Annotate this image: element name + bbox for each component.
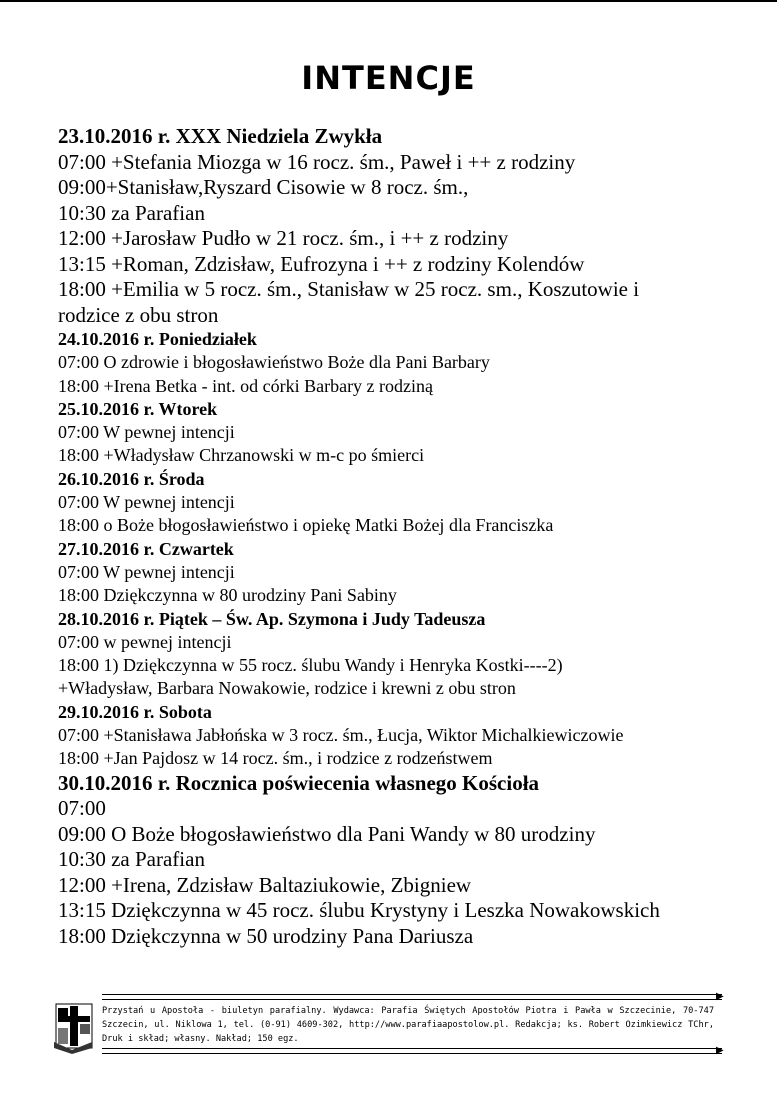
intentions-list xyxy=(58,124,758,949)
intention-line: 18:00 +Władysław Chrzanowski w m-c po śmierci xyxy=(58,445,425,466)
day-block xyxy=(58,328,758,398)
day-block xyxy=(58,398,758,468)
intention-line: 12:00 +Irena, Zdzisław Baltaziukowie, Zbigniew xyxy=(58,872,472,897)
intention-line: 18:00 o Boże błogosławieństwo i opiekę Matki Bożej dla Franciszka xyxy=(58,515,554,536)
day-block xyxy=(58,771,758,950)
footer-text: Przystań u Apostoła - biuletyn parafialny. Wydawca: Parafia Świętych Apostołów Piotra i Pawła w Szczecinie, 70-747 Szczecin, ul. Niklowa 1, tel. (0-91) 4609-302, http://www.parafiaapostolow.pl. Redakcja; ks. Robert Ozimkiewicz TChr, Druk i skład; własny. Nakład; 150 egz. xyxy=(102,1006,714,1044)
intention-line: 07:00 O zdrowie i błogosławieństwo Boże dla Pani Barbary xyxy=(58,352,490,373)
day-heading: 27.10.2016 r. Czwartek xyxy=(58,538,234,559)
page-title: INTENCJE xyxy=(301,59,476,97)
day-heading: 30.10.2016 r. Rocznica poświecenia własnego Kościoła xyxy=(58,770,540,795)
day-heading: 24.10.2016 r. Poniedziałek xyxy=(58,329,257,349)
day-block xyxy=(58,468,758,538)
intention-line: 13:15 Dziękczynna w 45 rocz. ślubu Krystyny i Leszka Nowakowskich xyxy=(58,898,660,923)
day-heading: 26.10.2016 r. Środa xyxy=(58,468,205,489)
arrow-right-icon: ▶ xyxy=(716,1045,724,1056)
day-heading: 29.10.2016 r. Sobota xyxy=(58,701,212,722)
day-block xyxy=(58,538,758,608)
intention-line: 18:00 Dziękczynna w 80 urodziny Pani Sabiny xyxy=(58,585,397,606)
top-border xyxy=(0,0,777,2)
intention-line: 07:00 W pewnej intencji xyxy=(58,561,235,582)
parish-logo-icon xyxy=(52,998,98,1054)
intention-line: 18:00 1) Dziękczynna w 55 rocz. ślubu Wandy i Henryka Kostki----2) xyxy=(58,655,563,676)
intention-line: 07:00 W pewnej intencji xyxy=(58,422,235,443)
day-block xyxy=(58,124,758,328)
day-block xyxy=(58,608,758,701)
intention-line: 07:00 xyxy=(58,796,106,821)
day-block xyxy=(58,701,758,771)
intention-line: 13:15 +Roman, Zdzisław, Eufrozyna i ++ z rodziny Kolendów xyxy=(58,251,585,276)
day-heading: 23.10.2016 r. XXX Niedziela Zwykła xyxy=(58,124,383,148)
intention-line: 07:00 W pewnej intencji xyxy=(58,492,235,513)
intention-line: 18:00 +Emilia w 5 rocz. śm., Stanisław w 25 rocz. sm., Koszutowie i xyxy=(58,277,640,301)
intention-line: 18:00 +Jan Pajdosz w 14 rocz. śm., i rodzice z rodzeństwem xyxy=(58,748,493,769)
intention-line: 10:30 za Parafian xyxy=(58,200,205,225)
intention-line: +Władysław, Barbara Nowakowie, rodzice i krewni z obu stron xyxy=(58,678,516,699)
intention-line: 18:00 +Irena Betka - int. od córki Barbary z rodziną xyxy=(58,375,434,396)
intention-line: 10:30 za Parafian xyxy=(58,847,205,872)
intention-line: 07:00 +Stefania Miozga w 16 rocz. śm., Paweł i ++ z rodziny xyxy=(58,149,576,174)
intention-line: 12:00 +Jarosław Pudło w 21 rocz. śm., i ++ z rodziny xyxy=(58,226,509,250)
intention-line: 09:00 O Boże błogosławieństwo dla Pani Wandy w 80 urodziny xyxy=(58,821,596,846)
footer-bottom-rule xyxy=(102,1045,724,1056)
intention-line: 07:00 +Stanisława Jabłońska w 3 rocz. śm., Łucja, Wiktor Michalkiewiczowie xyxy=(58,725,624,746)
intention-line: rodzice z obu stron xyxy=(58,302,219,327)
day-heading: 25.10.2016 r. Wtorek xyxy=(58,398,218,419)
intention-line: 07:00 w pewnej intencji xyxy=(58,631,232,652)
footer xyxy=(52,991,724,1056)
intention-line: 18:00 Dziękczynna w 50 urodziny Pana Dariusza xyxy=(58,923,474,948)
footer-top-rule xyxy=(102,991,724,1002)
intention-line: 09:00+Stanisław,Ryszard Cisowie w 8 rocz. śm., xyxy=(58,175,469,199)
arrow-right-icon: ▶ xyxy=(716,991,724,1002)
day-heading: 28.10.2016 r. Piątek – Św. Ap. Szymona i Judy Tadeusza xyxy=(58,608,486,629)
